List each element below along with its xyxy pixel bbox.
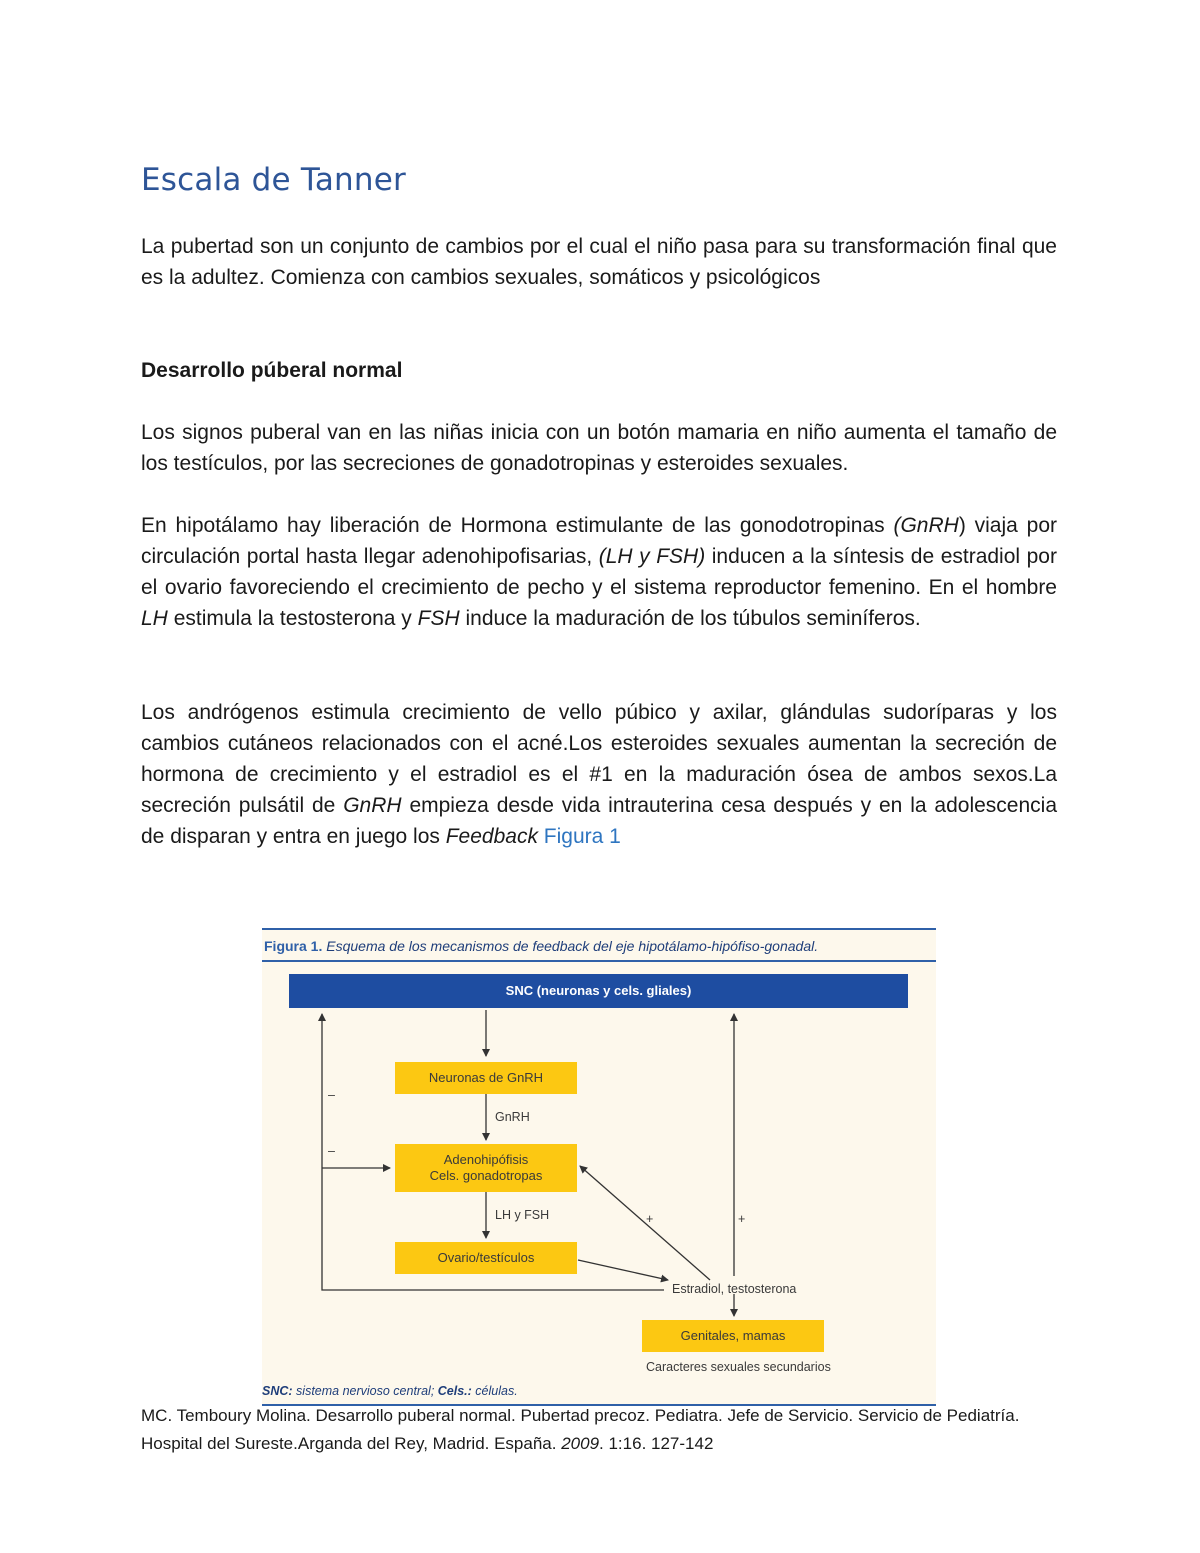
androgens-text-1: Los andrógenos estimula crecimiento de vello púbico y axilar, glándulas sudoríparas y los cambios cutáneos relacionados con el acné.Los esteroides sexuales aumentan la secreción de hormona de crecimiento y el estradiol es el #1 en la maduración ósea de ambos sexos.La secreción pulsátil de xyxy=(141,701,1057,817)
lh-fsh-label: LH y FSH xyxy=(495,1208,550,1222)
reference-text: MC. Temboury Molina. Desarrollo puberal normal. Pubertad precoz. Pediatra. Jefe de Servicio. Servicio de Pediatría. Hospital del Sureste.Arganda del Rey, Madrid. España. xyxy=(141,1406,1020,1453)
hormone-paragraph xyxy=(141,510,1057,634)
gnrh-term: (GnRH xyxy=(893,514,959,537)
section-heading: Desarrollo púberal normal xyxy=(141,359,403,382)
feedback-term: Feedback xyxy=(445,825,538,848)
reference-citation xyxy=(141,1402,1057,1458)
minus-sign-1: – xyxy=(328,1088,335,1102)
snc-box: SNC (neuronas y cels. gliales) xyxy=(289,974,908,1008)
lh-term: LH xyxy=(141,607,168,630)
minus-sign-2: – xyxy=(328,1144,335,1158)
hormone-text-2: ) viaja por circulación portal hasta llegar adenohipofisarias, xyxy=(141,514,1058,568)
page-title: Escala de Tanner xyxy=(141,162,406,198)
estradiol-label: Estradiol, testosterona xyxy=(672,1282,797,1296)
lh-fsh-term: (LH y FSH) xyxy=(598,545,706,568)
gonads-box: Ovario/testículos xyxy=(395,1242,577,1274)
intro-paragraph xyxy=(141,231,1057,293)
gnrh-term-2: GnRH xyxy=(343,794,402,817)
androgens-paragraph xyxy=(141,697,1057,852)
footer-cels-abbr: Cels.: xyxy=(437,1384,472,1398)
plus-sign-1: + xyxy=(646,1212,654,1226)
hormone-text-4: estimula la testosterona y xyxy=(167,607,418,630)
hormone-text-1: En hipotálamo hay liberación de Hormona estimulante de las gonodotropinas xyxy=(141,514,894,537)
adenohypophysis-box xyxy=(395,1144,577,1192)
signs-paragraph: Los signos puberal van en las niñas inicia con un botón mamaria en niño aumenta el tamaño de los testículos, por las secreciones de gonadotropinas y esteroides sexuales. xyxy=(141,421,1057,475)
plus-sign-2: + xyxy=(738,1212,746,1226)
figure-caption-text: Esquema de los mecanismos de feedback del eje hipotálamo-hipófiso-gonadal. xyxy=(322,938,819,954)
figure-1-link[interactable]: Figura 1 xyxy=(537,825,621,848)
secondary-characters-label: Caracteres sexuales secundarios xyxy=(646,1360,831,1374)
gnrh-neurons-box: Neuronas de GnRH xyxy=(395,1062,577,1094)
fsh-term: FSH xyxy=(417,607,460,630)
hormone-text-5: induce la maduración de los túbulos seminíferos. xyxy=(459,607,921,630)
hormone-text-3: inducen a la síntesis de estradiol por el ovario favoreciendo el crecimiento de pecho y el sistema reproductor femenino. En el hombre xyxy=(141,545,1057,599)
reference-pages: . 1:16. 127-142 xyxy=(599,1434,714,1453)
intro-text: La pubertad son un conjunto de cambios por el cual el niño pasa para su transformación final que es la adultez. Comienza con cambios sexuales, somáticos y psicológicos xyxy=(141,235,1057,289)
arrow-estradiol-to-adeno xyxy=(580,1166,710,1280)
reference-year: 2009 xyxy=(561,1434,600,1453)
footer-cels-def: células. xyxy=(471,1384,518,1398)
figure-footer xyxy=(262,1384,518,1398)
adeno-line-2: Cels. gonadotropas xyxy=(429,1168,543,1183)
arrow-gonads-to-estradiol xyxy=(578,1260,668,1280)
genitals-box: Genitales, mamas xyxy=(642,1320,824,1352)
figure-1 xyxy=(262,928,936,1406)
adeno-line-1: Adenohipófisis xyxy=(443,1152,529,1167)
figure-caption-label: Figura 1. xyxy=(264,938,323,954)
gnrh-label: GnRH xyxy=(495,1110,530,1124)
footer-snc-def: sistema nervioso central; xyxy=(292,1384,438,1398)
androgens-text-2: empieza desde vida intrauterina cesa después y en la adolescencia de disparan y entra en juego los xyxy=(141,794,1057,848)
footer-snc-abbr: SNC: xyxy=(262,1384,293,1398)
